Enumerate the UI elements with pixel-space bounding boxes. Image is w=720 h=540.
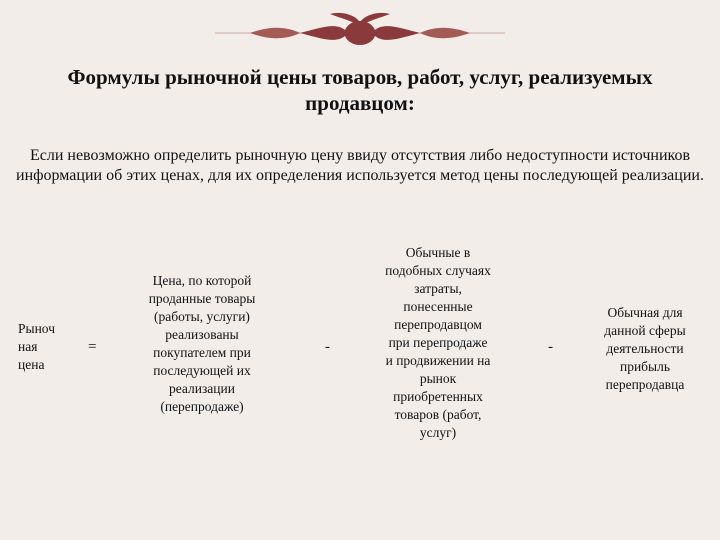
- decorative-ornament: [0, 0, 720, 60]
- intro-paragraph: Если невозможно определить рыночную цену ввиду отсутствия либо недоступности источников информации об этих ценах, для их определения используется метод цены последующей реализации.: [16, 147, 704, 184]
- term-resale-price: Цена, по которой проданные товары (работы, услуги) реализованы покупателем при последующей их реализации (перепродаже): [148, 273, 256, 414]
- equals-sign: =: [88, 339, 97, 355]
- term-reseller-profit: Обычная для данной сферы деятельности прибыль перепродавца: [604, 305, 686, 392]
- term-reseller-costs: Обычные в подобных случаях затраты, понесенные перепродавцом при перепродаже и продвижении на рынок приобретенных товаров (работ, услуг): [385, 245, 491, 440]
- term-market-price: Рыноч ная цена: [18, 321, 55, 372]
- minus-sign-1: -: [325, 339, 330, 355]
- minus-sign-2: -: [548, 339, 553, 355]
- page-title: Формулы рыночной цены товаров, работ, услуг, реализуемых продавцом:: [67, 65, 653, 115]
